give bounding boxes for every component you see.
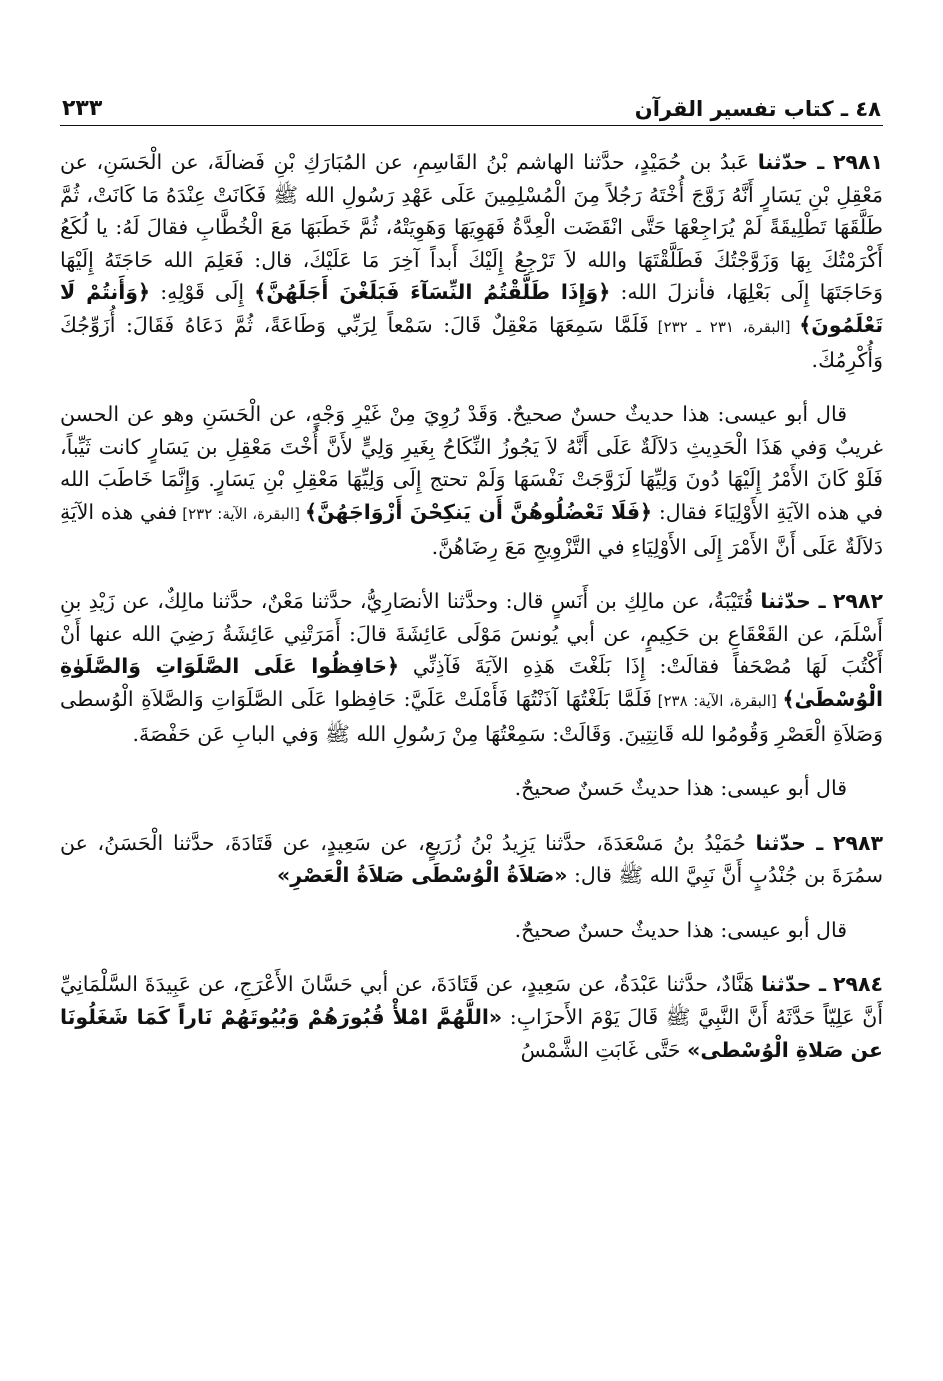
commentary-text: ففي هذه الآيَةِ دَلاَلَةٌ عَلَى أَنَّ الأَمْرَ إِلَى الأَوْلِيَاءِ في التَّزْوِيجِ مَعَ رِضَاهُنَّ. <box>60 499 883 559</box>
quran-verse: ﴿وَأَنتُمْ لَا تَعْلَمُونَ﴾ <box>60 280 884 337</box>
book-page <box>60 84 883 1381</box>
quran-verse: ﴿وَإِذَا طَلَّقْتُمُ النِّسَآءَ فَبَلَغْنَ أَجَلَهُنَّ﴾ <box>254 280 611 305</box>
hadith-lead: ـ حدّثنا <box>757 150 825 174</box>
hadith-number: ٢٩٨٣ <box>832 830 883 855</box>
hadith-text: عَبدُ بن حُمَيْدٍ، حدَّثنا الهاشم بْنُ القَاسِمِ، عن المُبَارَكِ بْنِ فَضالَةَ، عن الْحَسَنِ، عن مَعْقِلِ بْنِ يَسَارٍ أَنَّهُ زَوَّجَ أُخْتَهُ رَجُلاً مِنَ الْمُسْلِمِينَ عَلَى عَهْدِ رَسُولِ الله ﷺ فَكَانَتْ عِنْدَهُ مَا كَانَتْ، ثُمَّ طَلَّقَهَا تَطْلِيقَةً لَمْ يُرَاجِعْهَا حَتَّى انْقَضَت الْعِدَّةُ فَهَوِيَهَا وَهَوِيَتْهُ، ثُمَّ خَطَبَهَا مَعَ الْخُطَّابِ فقالَ لَهُ: يا لُكَعُ أَكْرَمْتُكَ بِهَا وَزَوَّجْتُكَ فَطَلَّقْتَهَا والله لاَ تَرْجِعُ إِلَيْكَ أَبداً آخِرَ مَا عَلَيْكَ، قال: فَعَلِمَ الله حَاجَتَهُ إِلَيْهَا وَحَاجَتَهَا إِلَى بَعْلِهَا، فأنزلَ الله: <box>60 150 883 305</box>
commentary-2981 <box>60 398 883 563</box>
hadith-text: هَنَّادٌ، حدَّثنا عَبْدَةُ، عن سَعِيدٍ، عن قَتَادَةَ، عن أبي حَسَّانَ الأَعْرَجِ، عن عَبِيدَةَ السَّلْمَانِيِّ أَنَّ عَلِيّاً حَدَّثَهُ أَنَّ النَّبِيَّ ﷺ قَالَ يَوْمَ الأَحزَابِ: <box>60 972 884 1030</box>
hadith-2981 <box>60 146 883 376</box>
hadith-lead: ـ حدّثنا <box>760 589 826 614</box>
hadith-text: حُمَيْدُ بنُ مَسْعَدَةَ، حدَّثنا يَزِيدُ بْنُ زُرَيعٍ، عن سَعِيدٍ، عن قَتَادَةَ، حدَّثنا الْحَسَنُ، عن سمُرَةَ بن جُنْدُبٍ أَنَّ نَبِيَّ الله ﷺ قال: <box>60 830 883 888</box>
quran-verse: ﴿فَلَا تَعْضُلُوهُنَّ أَن يَنكِحْنَ أَزْوَاجَهُنَّ﴾ <box>305 499 653 524</box>
commentary-2983 <box>60 914 883 947</box>
hadith-text: فَلَمَّا بَلَغْتُهَا آذَنْتُهَا فَأَمْلَتْ عَلَيَّ: حَافِظوا عَلَى الصَّلَوَاتِ وَالصَّلاَةِ الْوُسطى وَصَلاَةِ الْعَصْرِ وَقُومُوا لله قَانِتِينَ. وَقَالَتْ: سَمِعْتُهَا مِنْ رَسُولِ الله ﷺ وَفي البابِ عَن حَفْصَةَ. <box>60 686 883 746</box>
hadith-2983 <box>60 827 883 892</box>
hadith-2984 <box>60 968 883 1066</box>
hadith-number: ٢٩٨٤ <box>832 972 883 997</box>
commentary-2982 <box>60 772 883 805</box>
verse-reference: [البقرة، الآية: ٢٣٢] <box>177 504 306 523</box>
hadith-text: حَتَّى غَابَتِ الشَّمْسُ <box>520 1037 688 1062</box>
page-number: ٢٣٣ <box>62 96 103 121</box>
page-header <box>60 84 883 126</box>
commentary-text: قال أبو عيسى: هذا حديثٌ حسنٌ صحيحٌ. وَقَدْ رُوِيَ مِنْ غَيْرِ وَجْهٍ، عن الْحَسَنِ وهو عن الحسن غريبٌ وَفي هَذَا الْحَدِيثِ دَلاَلَةٌ عَلَى أَنَّهُ لاَ يَجُوزُ النِّكَاحُ بِغَيرِ وَلِيٍّ لأَنَّ أُخْتَ مَعْقِلِ بن يَسَارٍ كانت ثَيِّباً، فَلَوْ كَانَ الأَمْرُ إِلَيْهَا دُونَ وَلِيِّهَا لَزَوَّجَتْ نَفْسَهَا وَلَمْ تحتج إِلَى وَلِيِّهَا مَعْقِلِ بْنِ يَسَارٍ. وَإِنَّمَا خَاطَبَ الله في هذه الآيَةِ الأَوْلِيَاءَ فقال: <box>60 402 884 524</box>
hadith-2982 <box>60 585 883 750</box>
hadith-text: فَلَمَّا سَمِعَهَا مَعْقِلٌ قَالَ: سَمْعاً لِرَبِّي وَطَاعَةً، ثُمَّ دَعَاهُ فَقَالَ: أُزَوِّجُكَ وَأُكْرِمُكَ. <box>60 312 883 372</box>
commentary-text: قال أبو عيسى: هذا حديثٌ حَسنٌ صحيحٌ. <box>514 776 847 801</box>
hadith-text: إِلَى قَوْلِهِ: <box>150 280 255 305</box>
page-body <box>60 126 883 1066</box>
hadith-lead: ـ حدّثنا <box>755 830 824 855</box>
running-title: ٤٨ ـ كتاب تفسير القرآن <box>634 97 881 121</box>
prophetic-saying: «اللَّهُمَّ امْلأْ قُبُورَهُمْ وَبُيُوتَهُمْ نَاراً كَمَا شَغَلُونَا عن صَلاةِ الْوُسْطى» <box>60 1005 883 1062</box>
hadith-number: ٢٩٨١ <box>832 150 883 174</box>
hadith-lead: ـ حدّثنا <box>760 972 826 997</box>
prophetic-saying: «صَلاَةُ الْوُسْطَى صَلاَةُ الْعَصْرِ» <box>276 863 568 888</box>
quran-verse: ﴿حَافِظُوا عَلَى الصَّلَوَاتِ وَالصَّلَوٰةِ الْوُسْطَىٰ﴾ <box>60 654 884 711</box>
verse-reference: [البقرة، ٢٣١ ـ ٢٣٢] <box>648 317 800 336</box>
hadith-number: ٢٩٨٢ <box>832 589 883 614</box>
commentary-text: قال أبو عيسى: هذا حديثٌ حسنٌ صحيحٌ. <box>514 917 847 942</box>
hadith-text: قُتَيْبَةُ، عن مالِكِ بن أَنَسٍ قال: وحدَّثنا الأنصَارِيُّ، حدَّثنا مَعْنٌ، حدَّثنا مالِكٌ، عن زَيْدِ بنِ أَسْلَمَ، عن القَعْقَاعِ بن حَكِيمٍ، عن أبي يُونسَ مَوْلَى عَائِشَةَ قالَ: أَمَرَتْنِي عَائِشَةُ رَضِيَ الله عنها أَنْ أَكْتُبَ لَهَا مُصْحَفاً فقالَتْ: إِذَا بَلَغْتَ هَذِهِ الآيَةَ فَآذِنِّي <box>60 589 883 679</box>
verse-reference: [البقرة، الآية: ٢٣٨] <box>651 691 783 710</box>
